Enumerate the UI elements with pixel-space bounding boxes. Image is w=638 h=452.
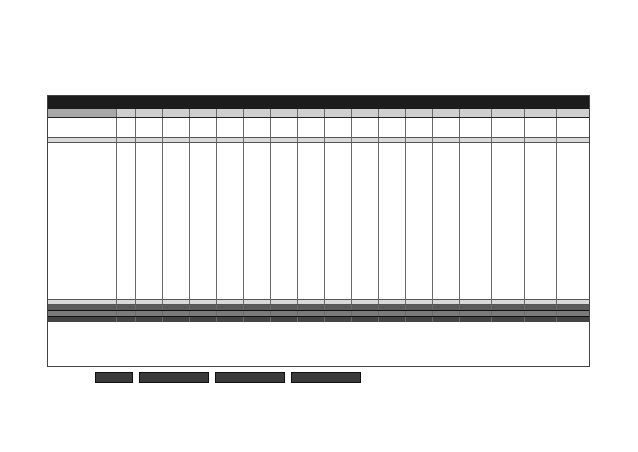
- table-cell[interactable]: [432, 316, 459, 322]
- column-header-4: [162, 109, 189, 118]
- column-header-3: [136, 109, 163, 118]
- table-cell[interactable]: [189, 316, 216, 322]
- column-header-5: [189, 109, 216, 118]
- table-cell[interactable]: [351, 316, 378, 322]
- table-row: [47, 316, 590, 322]
- sheet-title-bar: [47, 95, 590, 109]
- column-header-6: [216, 109, 243, 118]
- table-cell[interactable]: [492, 316, 524, 322]
- column-header-1: [47, 109, 116, 118]
- column-header-8: [270, 109, 297, 118]
- sheet-tab-1[interactable]: [95, 372, 133, 383]
- spreadsheet: [47, 95, 590, 322]
- column-header-15: [459, 109, 491, 118]
- sheet-tab-4[interactable]: [291, 372, 361, 383]
- sheet-tab-bar: [95, 372, 361, 383]
- table-cell[interactable]: [556, 316, 590, 322]
- column-header-11: [351, 109, 378, 118]
- table-cell[interactable]: [243, 316, 270, 322]
- column-header-14: [432, 109, 459, 118]
- table-cell[interactable]: [459, 316, 491, 322]
- table-cell[interactable]: [270, 316, 297, 322]
- table-cell[interactable]: [405, 316, 432, 322]
- column-header-10: [324, 109, 351, 118]
- sheet-tab-2[interactable]: [139, 372, 209, 383]
- row-label[interactable]: [47, 316, 116, 322]
- table-cell[interactable]: [162, 316, 189, 322]
- column-header-row: [47, 109, 590, 118]
- column-header-7: [243, 109, 270, 118]
- table-cell[interactable]: [324, 316, 351, 322]
- column-header-17: [524, 109, 556, 118]
- table-cell[interactable]: [216, 316, 243, 322]
- table-cell[interactable]: [116, 316, 135, 322]
- column-header-13: [405, 109, 432, 118]
- column-header-9: [297, 109, 324, 118]
- table-cell[interactable]: [136, 316, 163, 322]
- table-cell[interactable]: [524, 316, 556, 322]
- column-header-18: [556, 109, 590, 118]
- table-cell[interactable]: [378, 316, 405, 322]
- sheet-tab-3[interactable]: [215, 372, 285, 383]
- data-table: [47, 109, 590, 322]
- table-cell[interactable]: [297, 316, 324, 322]
- column-header-2: [116, 109, 135, 118]
- column-header-16: [492, 109, 524, 118]
- column-header-12: [378, 109, 405, 118]
